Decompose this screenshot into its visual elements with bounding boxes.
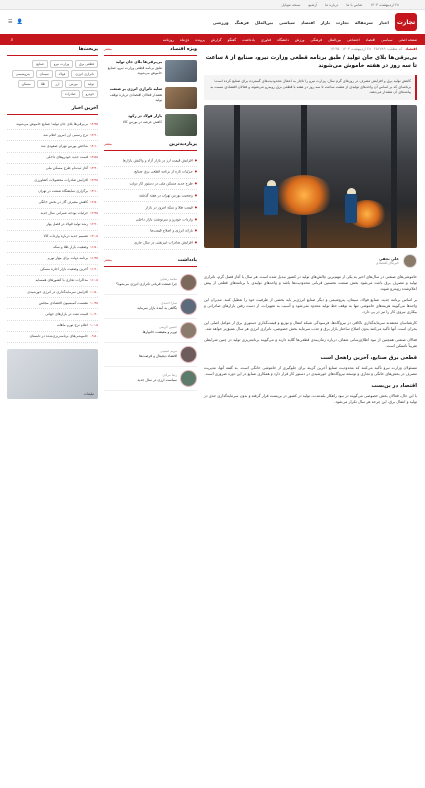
subnav-item-economy[interactable]: اقتصاد [365, 37, 376, 42]
news-item[interactable]: ۱۲:۳۵جزئیات بودجه عمرانی سال جدید [7, 209, 98, 220]
middle-column [104, 47, 197, 391]
latest-news-title: آخرین اخبار [7, 106, 98, 115]
nav-item-culture[interactable]: فرهنگ [234, 19, 249, 25]
subnav-item-file[interactable]: پرونده [195, 37, 205, 42]
featured-item[interactable]: بی‌برقی‌ها بلای جان تولید طبق برنامه قطعی وزارت نیرو، صنایع خاموش می‌شوند [104, 60, 197, 82]
opinion-item[interactable]: سارا احمدی نگاهی به آینده بازار سرمایه [104, 295, 197, 319]
subnav-item-home[interactable]: صفحه اصلی [398, 37, 417, 42]
category-nav [0, 34, 425, 45]
subnav-item-month[interactable]: دی‌ماه [179, 37, 190, 42]
news-item[interactable]: ۱۴:۱۰شاخص بورس تهران صعودی شد [7, 141, 98, 152]
news-item[interactable]: ۱۱:۳۵برنامه دولت برای مهار تورم [7, 253, 98, 264]
news-item[interactable]: ۱۱:۵۰وضعیت بازار طلا و سکه [7, 242, 98, 253]
subnav-item-notes[interactable]: یادداشت [242, 37, 255, 42]
article-author[interactable] [204, 254, 417, 268]
article-paragraph: با این حال، فعالان بخش خصوصی می‌گویند در نبود راهکار بلندمدت، تولید در کشور در بن‌بست قرار گرفته و بدون سرمایه‌گذاری جدی در تولید و انتقال برق، این چرخه هر سال تکرار می‌شود. [204, 392, 417, 404]
article-section[interactable]: اقتصاد [405, 47, 417, 51]
opinion-avatar [180, 322, 197, 339]
news-item[interactable]: ۱۰:۲۰قیمت نفت در بازارهای جهانی [7, 309, 98, 320]
opinion-item[interactable]: مریم حسینی اقتصاد دیجیتال و فرصت‌ها [104, 343, 197, 367]
news-item[interactable]: ۱۴:۳۵بی‌برقی‌ها بلای جان تولید؛ صنایع خاموش می‌شوند [7, 119, 98, 130]
article-paragraph: کارشناسان معتقدند سرمایه‌گذاری ناکافی در نیروگاه‌ها، فرسودگی شبکه انتقال و توزیع و قیمت‌گذاری دستوری برق از عوامل اصلی این بحران است. آنها تأکید می‌کنند بدون اصلاح ساختار بازار برق و جذب سرمایه بخش خصوصی، ناترازی انرژی هر سال عمیق‌تر خواهد شد. [204, 319, 417, 331]
news-item[interactable]: ۱۳:۴۰آغاز ثبت‌نام طرح مسکن ملی [7, 164, 98, 175]
article-code: کد مطلب: ۴۵۶۷۸۹ [373, 47, 403, 51]
opinion-item[interactable]: رضا مرادی سیاست ارزی در سال جدید [104, 367, 197, 391]
nav-item-sports[interactable]: ورزشی [212, 19, 229, 25]
opinion-avatar [180, 370, 197, 387]
news-item[interactable]: ۱۳:۵۵قیمت جدید خودروهای داخلی [7, 153, 98, 164]
featured-item[interactable]: سایه ناترازی انرژی بر صنعت هشدار فعالان اقتصادی درباره توقف تولید [104, 87, 197, 109]
main-nav [213, 20, 389, 25]
subnav-item-sport[interactable]: ورزش [294, 37, 305, 42]
subnav-item-tech[interactable]: فناوری [260, 37, 272, 42]
news-item[interactable]: ۱۲:۵۰کاهش مصرف گاز در بخش خانگی [7, 197, 98, 208]
opinion-more-link[interactable]: بیشتر [104, 257, 112, 262]
news-item[interactable]: ۱۲:۰۵تصمیم جدید درباره واردات کالا [7, 231, 98, 242]
popular-item[interactable]: ● جزئیات تازه از برنامه قطعی برق صنایع [104, 167, 197, 179]
nav-item-economy[interactable]: اقتصاد [300, 19, 315, 25]
site-header [0, 10, 425, 34]
tag[interactable]: فولاد [55, 70, 70, 78]
popular-item[interactable]: ● افزایش صادرات غیرنفتی در سال جاری [104, 238, 197, 250]
article-column [204, 47, 417, 410]
subnav-item-university[interactable]: دانشگاه [277, 37, 289, 42]
tag[interactable]: صادرات [61, 90, 80, 98]
topbar-link-contact[interactable]: تماس با ما [346, 2, 363, 7]
article-paragraph: فعالان صنعتی همچنین از نبود اطلاع‌رسانی شفاف درباره زمان‌بندی قطعی‌ها گلایه دارند و می‌گویند برنامه‌ریزی تولید در چنین شرایطی تقریباً ناممکن است. [204, 336, 417, 348]
tag[interactable]: مسکن [18, 80, 35, 88]
author-role: خبرنگار اقتصادی [375, 261, 399, 266]
header-tools [8, 19, 23, 25]
tags-box-title: پربحث‌ها [7, 47, 98, 56]
article-paragraph: بر اساس برنامه جدید، صنایع فولاد، سیمان، پتروشیمی و دیگر صنایع انرژی‌بر باید بخشی از ظرفیت خود را تعطیل کنند. مدیران این واحدها می‌گویند هزینه‌های خاموشی تنها به توقف خط تولید محدود نمی‌شود و آسیب به تجهیزات، از دست رفتن بازارهای صادراتی و بیکاری نیروی کار را نیز در پی دارد. [204, 296, 417, 314]
news-item[interactable]: ۱۰:۵۰افزایش سرمایه‌گذاری در انرژی خورشیدی [7, 287, 98, 298]
tag[interactable]: قطعی برق [75, 60, 98, 68]
popular-item[interactable]: ● واردات خودرو و سرنوشت بازار داخلی [104, 214, 197, 226]
left-column [7, 47, 98, 405]
featured-thumb [165, 87, 197, 109]
article-subheading: قطعی برق صنایع، آخرین راهحل است [320, 354, 417, 361]
popular-item[interactable]: ● یارانه انرژی و اصلاح قیمت‌ها [104, 226, 197, 238]
news-item[interactable]: ۱۲:۲۰رشد تولید فولاد در فصل بهار [7, 220, 98, 231]
article-time: ۱۴:۳۵ [330, 47, 340, 51]
menu-icon[interactable]: ☰ [8, 19, 13, 25]
subnav-item-social[interactable]: اجتماعی [347, 37, 360, 42]
user-icon[interactable]: 👤 [16, 19, 23, 25]
popular-box-title: پربازدیدترین بیشتر [104, 142, 197, 151]
top-bar [0, 0, 425, 10]
tag[interactable]: خودرو [82, 90, 98, 98]
news-item[interactable]: ۱۱:۰۵مذاکرات تجاری با کشورهای همسایه [7, 276, 98, 287]
opinion-avatar [180, 274, 197, 291]
news-item[interactable]: ۰۹:۵۰خاموشی‌های برنامه‌ریزی‌شده در تابستان [7, 332, 98, 343]
article-date: ۲۸ اردیبهشت ۱۴۰۳ [342, 47, 371, 51]
tag[interactable]: طلا [37, 80, 50, 88]
tag[interactable]: صنایع [32, 60, 47, 68]
news-item[interactable]: ۱۳:۲۵افزایش صادرات محصولات کشاورزی [7, 175, 98, 186]
tag[interactable]: پتروشیمی [12, 70, 34, 78]
opinion-item[interactable]: حسین کریمی تورم و معیشت خانوارها [104, 319, 197, 343]
article-title: بی‌برقی‌ها بلای جان تولید / طبق برنامه قطعی وزارت نیرو، صنایع از ۸ ساعت تا سه روز در هفته خاموش می‌شوند [205, 55, 417, 69]
tag[interactable]: تولید [84, 80, 98, 88]
nav-item-politics[interactable]: سیاسی [279, 19, 295, 25]
article-paragraph: خاموشی‌های صنعتی در سال‌های اخیر به یکی از مهم‌ترین چالش‌های تولید در کشور تبدیل شده است. هر سال با آغاز فصل گرم، ناترازی تولید و مصرف برق باعث می‌شود بخش صنعت نخستین قربانی محدودیت‌ها باشد و واحدهای تولیدی با برنامه‌های قطعی از پیش اعلام‌شده روبه‌رو شوند. [204, 273, 417, 291]
popular-more-link[interactable]: بیشتر [104, 142, 112, 146]
featured-thumb [165, 60, 197, 82]
featured-thumb [165, 114, 197, 136]
popular-item[interactable]: ● طرح جدید مسکن ملی در دستور کار دولت [104, 179, 197, 191]
article-lead: کاهش تولید برق و افزایش مصرف در روزهای گرم سال، وزارت نیرو را ناچار به اعمال محدودیت‌های گسترده برای صنایع کرده است؛ برنامه‌ای که بر اساس آن واحدهای تولیدی از هشت ساعت تا سه روز در هفته با قطعی برق روبه‌رو می‌شوند و فعالان اقتصادی نسبت به پیامدهای آن هشدار می‌دهند. [204, 75, 417, 100]
topbar-link-archive[interactable]: آرشیو [308, 2, 318, 7]
topbar-link-about[interactable]: درباره ما [325, 2, 339, 7]
news-item[interactable]: ۱۰:۳۵نشست کمیسیون اقتصادی مجلس [7, 298, 98, 309]
news-item[interactable]: ۱۳:۱۰برگزاری نمایشگاه صنعت در تهران [7, 186, 98, 197]
tag[interactable]: بورس [65, 80, 81, 88]
nav-item-editorial[interactable]: سرمقاله [354, 19, 373, 25]
tag[interactable]: ناترازی انرژی [71, 70, 98, 78]
site-logo[interactable]: تجارت [395, 13, 417, 31]
news-item[interactable]: ۱۰:۰۵اعلام نرخ تورم ماهانه [7, 321, 98, 332]
subnav-item-international[interactable]: بین‌الملل [328, 37, 342, 42]
author-avatar [403, 254, 417, 268]
popular-item[interactable]: ● قیمت طلا و سکه امروز در بازار [104, 202, 197, 214]
subnav-item-newspaper[interactable]: روزنامه [162, 37, 174, 42]
opinion-avatar [180, 298, 197, 315]
nav-item-news[interactable]: اخبار [378, 19, 389, 25]
news-item[interactable]: ۱۱:۲۰آخرین وضعیت بازار اجاره مسکن [7, 265, 98, 276]
popular-item[interactable]: ● وضعیت بورس تهران در هفته گذشته [104, 190, 197, 202]
featured-more-link[interactable]: بیشتر [104, 47, 112, 51]
nav-item-market[interactable]: بازار [320, 19, 331, 25]
search-icon[interactable]: ⌕ [10, 36, 14, 43]
featured-box-title: ویژه اقتصاد بیشتر [104, 47, 197, 56]
ad-label: تبلیغات [84, 392, 94, 397]
opinion-avatar [180, 346, 197, 363]
nav-item-trade[interactable]: تجارت [336, 19, 349, 25]
opinion-box-title: یادداشت بیشتر [104, 258, 197, 267]
author-name: علی نجفی [378, 256, 399, 262]
tag-cloud [7, 60, 98, 98]
nav-item-international[interactable]: بین‌الملل [254, 19, 274, 25]
subnav-item-culture[interactable]: فرهنگی [310, 37, 323, 42]
topbar-link-mobile[interactable]: نسخه موبایل [281, 2, 301, 7]
advertisement-banner[interactable] [7, 349, 98, 399]
popular-item[interactable]: ● افزایش قیمت ارز در بازار آزاد و واکنش بازارها [104, 155, 197, 167]
current-date: ۲۸ اردیبهشت ۱۴۰۳ [370, 2, 399, 7]
article-subheading: اقتصاد در بن‌بست [371, 382, 417, 389]
subnav-item-interview[interactable]: گفتگو [227, 37, 237, 42]
subnav-item-report[interactable]: گزارش [210, 37, 222, 42]
article-paragraph: مسئولان وزارت نیرو تأکید می‌کنند که محدودیت صنایع آخرین گزینه برای جلوگیری از خاموشی خانگی است. به گفته آنها، مدیریت مصرف در بخش‌های خانگی و تجاری و توسعه نیروگاه‌های خورشیدی در دستور کار قرار دارد و همکاری صنایع در این دوره ضروری است. [204, 364, 417, 376]
article-meta [204, 47, 417, 51]
subnav-item-politics[interactable]: سیاسی [381, 37, 393, 42]
tag[interactable]: وزارت نیرو [50, 60, 73, 68]
featured-item[interactable]: بازار فولاد در رکود کاهش عرضه در بورس کالا [104, 114, 197, 136]
article-photo [204, 105, 417, 248]
opinion-item[interactable]: محمد رضایی چرا صنعت قربانی ناترازی انرژی می‌شود؟ [104, 271, 197, 295]
tag[interactable]: ارز [51, 80, 63, 88]
tag[interactable]: سیمان [36, 70, 53, 78]
news-item[interactable]: ۱۴:۲۰نرخ رسمی ارز امروز اعلام شد [7, 130, 98, 141]
